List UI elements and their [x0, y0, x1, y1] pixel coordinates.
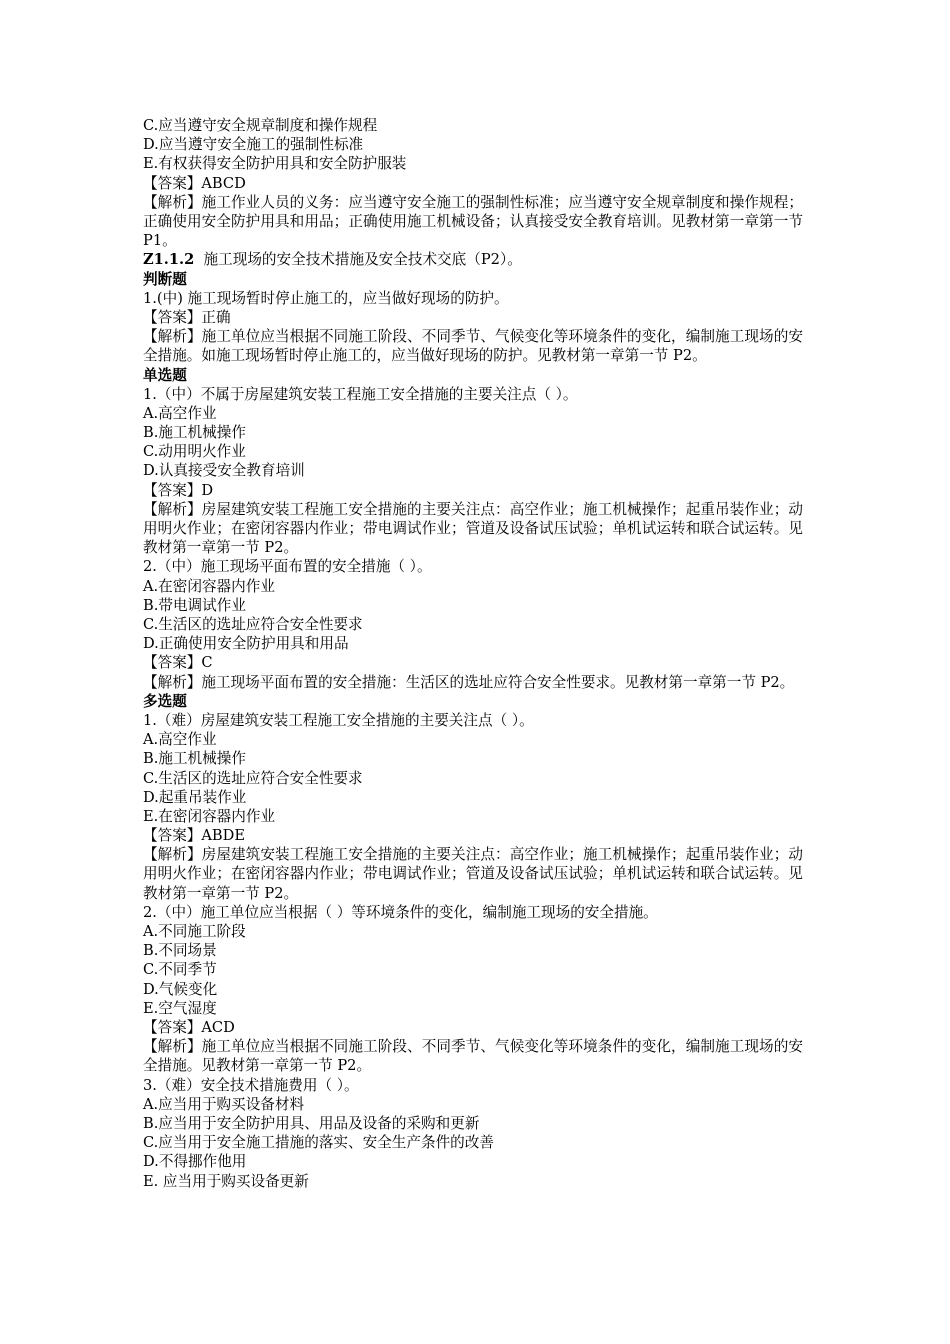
- multi-q2-option-e: E.空气湿度: [143, 999, 217, 1017]
- multi-q3-stem: 3.（难）安全技术措施费用（ ）。: [143, 1076, 359, 1094]
- section-heading: [143, 250, 803, 269]
- multi-q1-answer: 【答案】ABDE: [143, 827, 245, 845]
- single-q2-answer: 【答案】C: [143, 654, 213, 672]
- judge-q1-stem: 1.(中) 施工现场暂时停止施工的，应当做好现场的防护。: [143, 289, 509, 307]
- single-q2-analysis: 【解析】施工现场平面布置的安全措施：生活区的选址应符合安全性要求。见教材第一章第一节 P2。: [143, 673, 795, 691]
- multi-q1-option-a: A.高空作业: [143, 731, 217, 749]
- document-page: [143, 116, 803, 1191]
- multi-heading: 多选题: [143, 692, 187, 710]
- multi-q1-analysis: 【解析】房屋建筑安装工程施工安全措施的主要关注点：高空作业；施工机械操作；起重吊装作业；动用明火作业；在密闭容器内作业；带电调试作业；管道及设备试压试验；单机试运转和联合试运转。见教材第一章第一节 P2。: [143, 846, 803, 902]
- single-q1-option-b: B.施工机械操作: [143, 424, 246, 442]
- multi-q3-option-a: A.应当用于购买设备材料: [143, 1095, 305, 1113]
- single-heading: 单选题: [143, 366, 187, 384]
- single-q2-option-a: A.在密闭容器内作业: [143, 577, 275, 595]
- judge-q1-answer: 【答案】正确: [143, 308, 231, 326]
- answer: 【答案】ABCD: [143, 174, 246, 192]
- multi-q2-option-d: D.气候变化: [143, 980, 218, 998]
- section-title: 施工现场的安全技术措施及安全技术交底（P2）。: [194, 251, 522, 269]
- multi-q1-option-c: C.生活区的选址应符合安全性要求: [143, 769, 363, 787]
- multi-q3-option-d: D.不得挪作他用: [143, 1153, 247, 1171]
- single-q2-option-d: D.正确使用安全防护用具和用品: [143, 635, 349, 653]
- multi-q1-stem: 1.（难）房屋建筑安装工程施工安全措施的主要关注点（ ）。: [143, 711, 534, 729]
- judge-heading: 判断题: [143, 270, 187, 288]
- option-c: C.应当遵守安全规章制度和操作规程: [143, 117, 378, 134]
- analysis: 【解析】施工作业人员的义务：应当遵守安全施工的强制性标准；应当遵守安全规章制度和操作规程；正确使用安全防护用具和用品；正确使用施工机械设备；认真接受安全教育培训。见教材第一章第一节 P1。: [143, 193, 803, 250]
- single-q1-option-c: C.动用明火作业: [143, 443, 246, 461]
- multi-q1-option-d: D.起重吊装作业: [143, 788, 247, 806]
- multi-q2-answer: 【答案】ACD: [143, 1019, 235, 1036]
- section-code: Z1.1.2: [143, 251, 195, 269]
- multi-q2-analysis: 【解析】施工单位应当根据不同施工阶段、不同季节、气候变化等环境条件的变化，编制施工现场的安全措施。见教材第一章第一节 P2。: [143, 1038, 803, 1075]
- multi-q2-option-c: C.不同季节: [143, 961, 217, 979]
- single-q1-stem: 1.（中）不属于房屋建筑安装工程施工安全措施的主要关注点（ ）。: [143, 385, 578, 403]
- single-q2-option-b: B.带电调试作业: [143, 596, 246, 614]
- single-q2-option-c: C.生活区的选址应符合安全性要求: [143, 616, 363, 633]
- single-q2-stem: 2.（中）施工现场平面布置的安全措施（ ）。: [143, 558, 432, 576]
- option-d: D.应当遵守安全施工的强制性标准: [143, 136, 364, 154]
- option-e: E.有权获得安全防护用具和安全防护服装: [143, 155, 407, 173]
- single-q1-option-a: A.高空作业: [143, 404, 217, 422]
- single-q1-option-d: D.认真接受安全教育培训: [143, 462, 305, 480]
- multi-q3-option-e: E. 应当用于购买设备更新: [143, 1172, 309, 1190]
- multi-q1-option-e: E.在密闭容器内作业: [143, 807, 276, 825]
- multi-q2-stem: 2.（中）施工单位应当根据（ ）等环境条件的变化，编制施工现场的安全措施。: [143, 903, 658, 921]
- single-q1-analysis: 【解析】房屋建筑安装工程施工安全措施的主要关注点：高空作业；施工机械操作；起重吊装作业；动用明火作业；在密闭容器内作业；带电调试作业；管道及设备试压试验；单机试运转和联合试运转。见教材第一章第一节 P2。: [143, 500, 803, 557]
- judge-q1-analysis: 【解析】施工单位应当根据不同施工阶段、不同季节、气候变化等环境条件的变化，编制施工现场的安全措施。如施工现场暂时停止施工的，应当做好现场的防护。见教材第一章第一节 P2。: [143, 328, 803, 365]
- multi-q1-option-b: B.施工机械操作: [143, 750, 246, 768]
- multi-q3-option-b: B.应当用于安全防护用具、用品及设备的采购和更新: [143, 1114, 480, 1132]
- multi-q2-option-a: A.不同施工阶段: [143, 923, 246, 941]
- multi-q3-option-c: C.应当用于安全施工措施的落实、安全生产条件的改善: [143, 1134, 494, 1152]
- multi-q2-option-b: B.不同场景: [143, 942, 217, 960]
- single-q1-answer: 【答案】D: [143, 481, 214, 499]
